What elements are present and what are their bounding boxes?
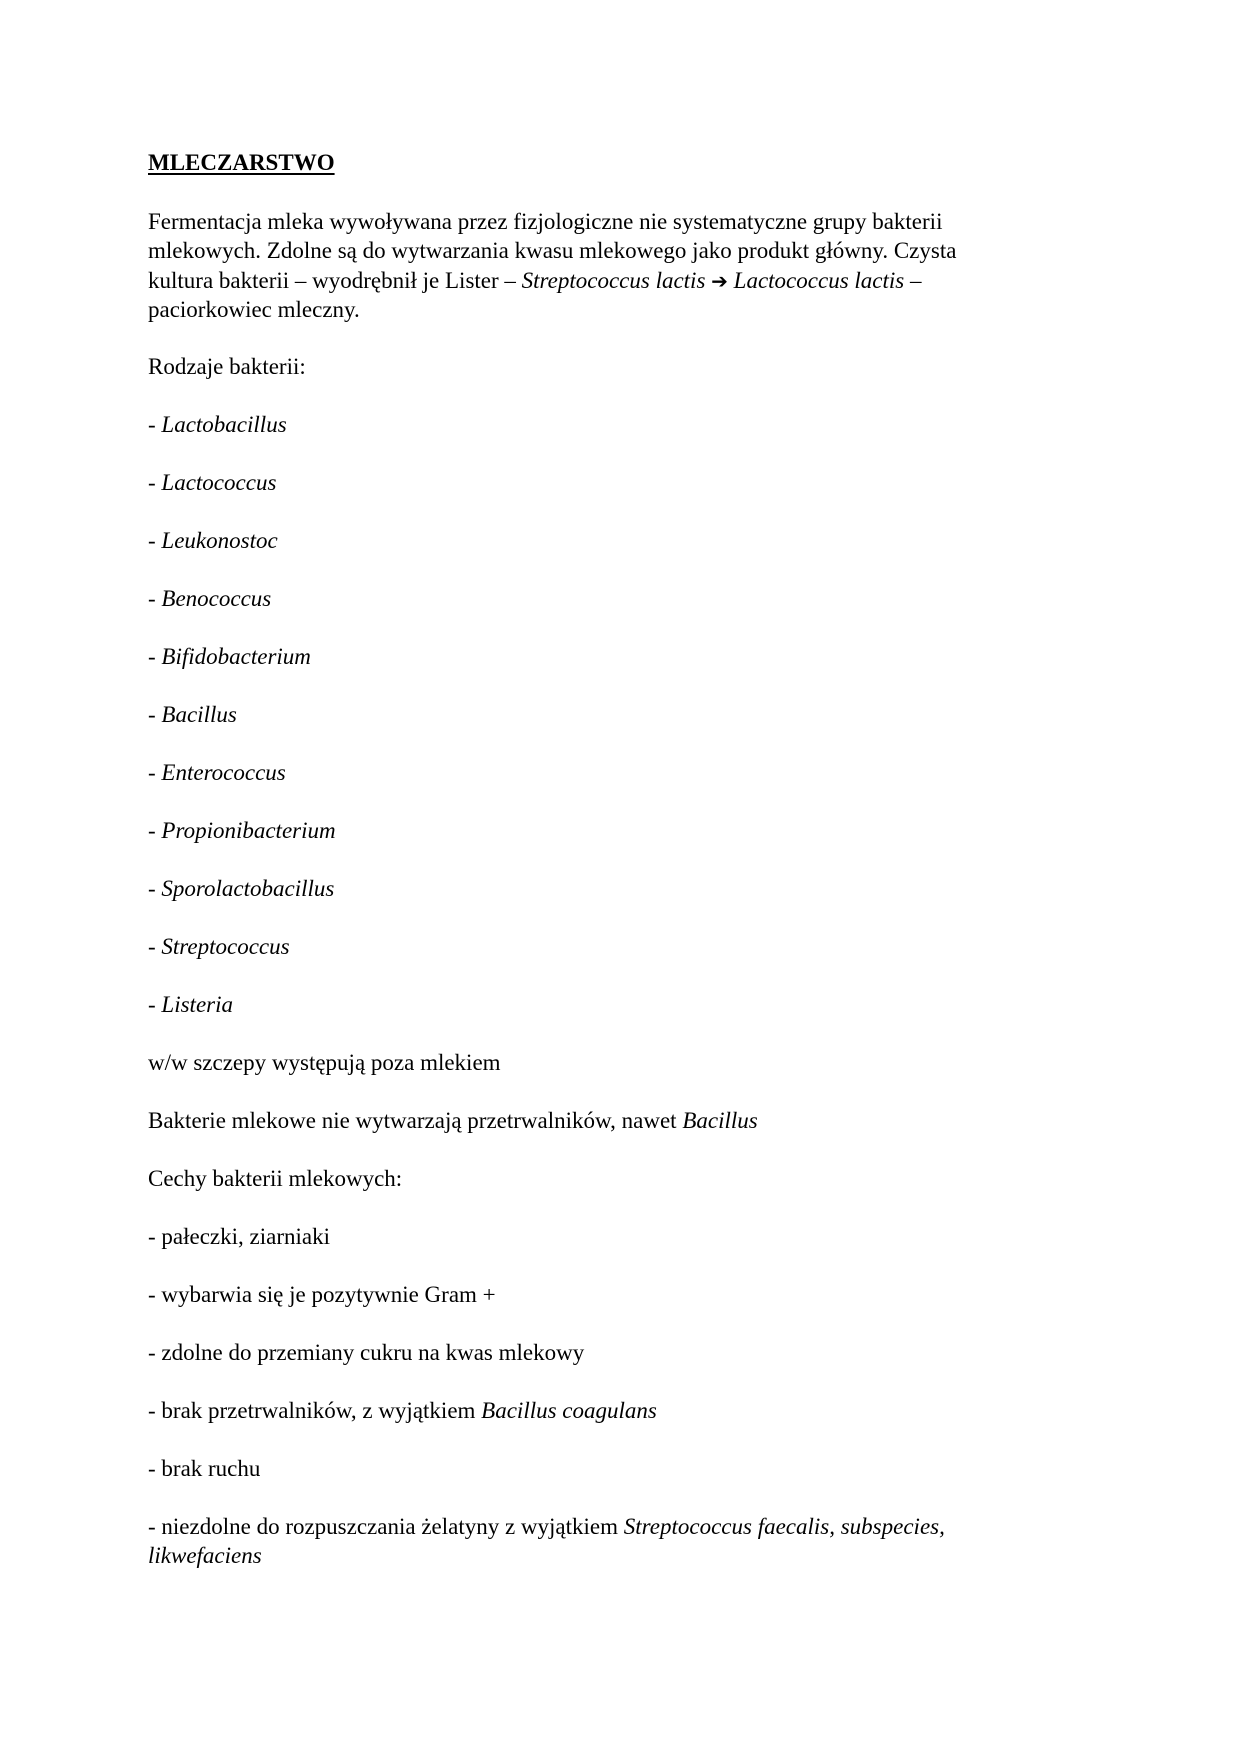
genus-name: Streptococcus bbox=[161, 934, 290, 959]
genus-item bbox=[148, 990, 233, 1019]
intro-line-1: Fermentacja mleka wywoływana przez fizjologiczne nie systematyczne grupy bakterii bbox=[148, 209, 943, 234]
genus-name: Lactococcus bbox=[161, 470, 277, 495]
list-dash: - bbox=[148, 412, 162, 437]
genus-item bbox=[148, 526, 278, 555]
list-dash: - bbox=[148, 876, 162, 901]
species-name: Streptococcus faecalis, subspecies, bbox=[623, 1514, 945, 1539]
feature-item bbox=[148, 1396, 657, 1425]
list-dash: - bbox=[148, 992, 162, 1017]
genus-name: Sporolactobacillus bbox=[161, 876, 335, 901]
feature-item: - pałeczki, ziarniaki bbox=[148, 1224, 330, 1249]
genus-item bbox=[148, 816, 336, 845]
list-dash: - bbox=[148, 528, 162, 553]
intro-line-3 bbox=[148, 266, 921, 296]
genus-item bbox=[148, 410, 287, 439]
genus-name: Bacillus bbox=[682, 1108, 758, 1133]
feature-text: - brak przetrwalników, z wyjątkiem bbox=[148, 1398, 482, 1423]
feature-text: - niezdolne do rozpuszczania żelatyny z wyjątkiem bbox=[148, 1514, 624, 1539]
genus-name: Leukonostoc bbox=[161, 528, 278, 553]
list-dash: - bbox=[148, 644, 162, 669]
feature-item: - brak ruchu bbox=[148, 1456, 261, 1481]
document-title: MLECZARSTWO bbox=[148, 150, 335, 175]
species-name: Bacillus coagulans bbox=[481, 1398, 657, 1423]
genus-item bbox=[148, 642, 311, 671]
features-heading: Cechy bakterii mlekowych: bbox=[148, 1166, 403, 1191]
genus-name: Propionibacterium bbox=[161, 818, 336, 843]
genus-name: Listeria bbox=[161, 992, 233, 1017]
feature-item-continuation: likwefaciens bbox=[148, 1543, 262, 1568]
list-dash: - bbox=[148, 818, 162, 843]
genus-item bbox=[148, 584, 271, 613]
feature-item: - wybarwia się je pozytywnie Gram + bbox=[148, 1282, 496, 1307]
genus-name: Benococcus bbox=[161, 586, 272, 611]
genus-item bbox=[148, 468, 276, 497]
list-dash: - bbox=[148, 760, 162, 785]
intro-line-4: paciorkowiec mleczny. bbox=[148, 297, 360, 322]
genera-heading: Rodzaje bakterii: bbox=[148, 354, 306, 379]
genus-item bbox=[148, 700, 237, 729]
list-dash: - bbox=[148, 586, 162, 611]
intro-text: – bbox=[904, 268, 922, 293]
genus-item bbox=[148, 932, 290, 961]
list-dash: - bbox=[148, 470, 162, 495]
genus-item bbox=[148, 758, 286, 787]
intro-line-2: mlekowych. Zdolne są do wytwarzania kwasu mlekowego jako produkt główny. Czysta bbox=[148, 238, 957, 263]
list-dash: - bbox=[148, 934, 162, 959]
right-arrow-icon: ➔ bbox=[711, 269, 728, 293]
spores-text: Bakterie mlekowe nie wytwarzają przetrwalników, nawet bbox=[148, 1108, 683, 1133]
species-name: Streptococcus lactis bbox=[521, 268, 706, 293]
intro-text: kultura bakterii – wyodrębnił je Lister – bbox=[148, 268, 522, 293]
genus-name: Bifidobacterium bbox=[161, 644, 311, 669]
genus-item bbox=[148, 874, 334, 903]
genus-name: Lactobacillus bbox=[161, 412, 287, 437]
genus-name: Bacillus bbox=[161, 702, 237, 727]
feature-item bbox=[148, 1512, 945, 1541]
feature-item: - zdolne do przemiany cukru na kwas mlekowy bbox=[148, 1340, 585, 1365]
genus-name: Enterococcus bbox=[161, 760, 286, 785]
ww-line: w/w szczepy występują poza mlekiem bbox=[148, 1050, 501, 1075]
list-dash: - bbox=[148, 702, 162, 727]
species-name: Lactococcus lactis bbox=[733, 268, 905, 293]
spores-line bbox=[148, 1106, 758, 1135]
